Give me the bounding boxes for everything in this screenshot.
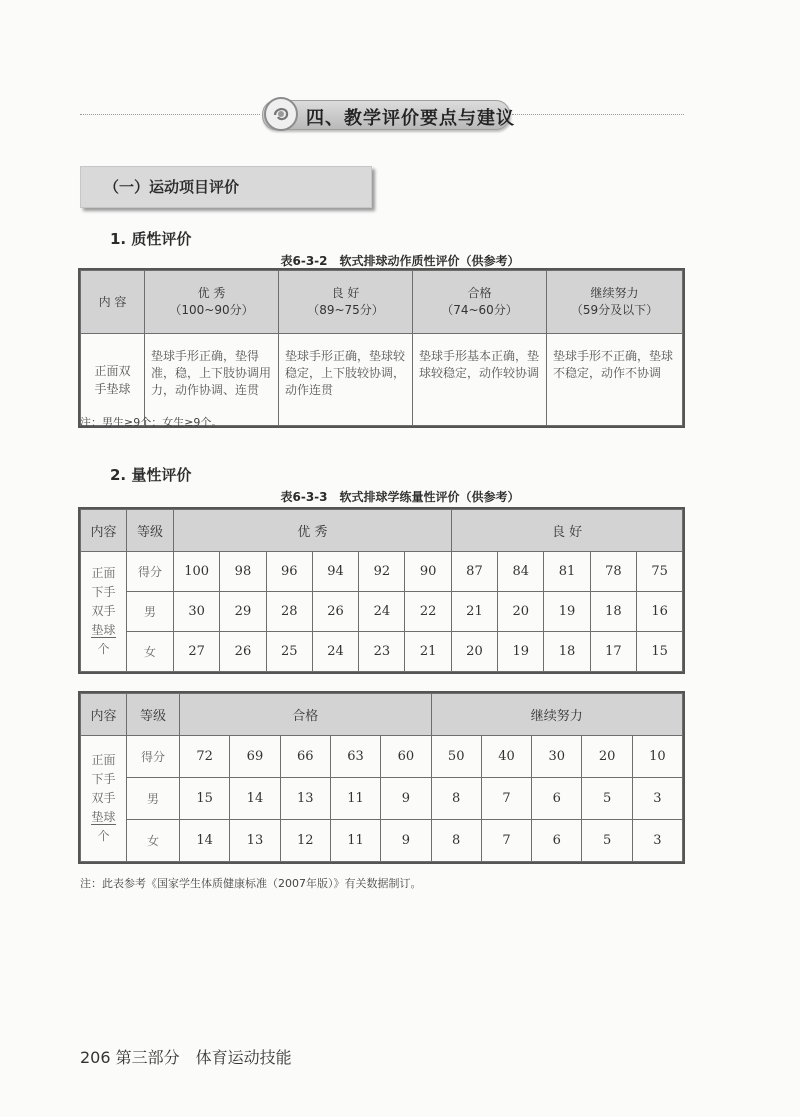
male-row <box>81 592 683 632</box>
male-cell: 29 <box>220 592 266 632</box>
row-label-text: 正面双手垫球 <box>94 363 131 396</box>
score-cell: 78 <box>590 552 636 592</box>
content-cell <box>81 736 127 862</box>
male-cell: 9 <box>381 778 431 820</box>
grade-range: （89~75分） <box>307 303 384 317</box>
row-label <box>81 334 145 426</box>
female-cell: 17 <box>590 632 636 672</box>
section-badge-icon <box>264 97 298 131</box>
table-a-header-row <box>81 510 683 552</box>
male-cell: 20 <box>498 592 544 632</box>
female-cell: 8 <box>431 820 481 862</box>
male-label: 男 <box>127 778 180 820</box>
female-cell: 15 <box>636 632 682 672</box>
score-cell: 81 <box>544 552 590 592</box>
score-cell: 90 <box>405 552 451 592</box>
male-cell: 5 <box>582 778 632 820</box>
quantitative-note: 注：此表参考《国家学生体质健康标准（2007年版）》有关数据制订。 <box>80 877 422 890</box>
content-header: 内 容 <box>81 271 145 334</box>
desc-good: 垫球手形正确，垫球较稳定，上下肢较协调，动作连贯 <box>279 334 413 426</box>
female-cell: 19 <box>498 632 544 672</box>
male-cell: 3 <box>632 778 682 820</box>
grade-name: 优 秀 <box>197 286 226 300</box>
score-cell: 98 <box>220 552 266 592</box>
group-pass-header: 合格 <box>180 694 432 736</box>
quantitative-table-a <box>80 509 683 672</box>
right-dotted-rule <box>512 114 684 115</box>
female-cell: 3 <box>632 820 682 862</box>
female-cell: 25 <box>266 632 312 672</box>
group-improve-header: 继续努力 <box>431 694 683 736</box>
content-line: 下手 <box>91 772 116 786</box>
content-line: 正面 <box>91 753 116 767</box>
female-label: 女 <box>127 632 174 672</box>
male-cell: 24 <box>359 592 405 632</box>
grade-pass-header <box>413 271 547 334</box>
male-cell: 16 <box>636 592 682 632</box>
score-cell: 100 <box>174 552 220 592</box>
score-cell: 30 <box>532 736 582 778</box>
group-good-header: 良 好 <box>451 510 683 552</box>
level-header: 等级 <box>127 510 174 552</box>
score-cell: 50 <box>431 736 481 778</box>
score-cell: 72 <box>180 736 230 778</box>
qualitative-header-row <box>81 271 683 334</box>
male-cell: 8 <box>431 778 481 820</box>
male-cell: 28 <box>266 592 312 632</box>
female-cell: 27 <box>174 632 220 672</box>
grade-name: 良 好 <box>331 286 360 300</box>
grade-name: 继续努力 <box>590 286 639 300</box>
female-cell: 12 <box>280 820 330 862</box>
grade-good-header <box>279 271 413 334</box>
desc-excellent: 垫球手形正确，垫得准，稳，上下肢协调用力，动作协调、连贯 <box>145 334 279 426</box>
level-header: 等级 <box>127 694 180 736</box>
female-cell: 26 <box>220 632 266 672</box>
female-cell: 21 <box>405 632 451 672</box>
female-label: 女 <box>127 820 180 862</box>
content-line: 个 <box>97 829 110 843</box>
left-dotted-rule <box>80 114 260 115</box>
score-cell: 40 <box>481 736 531 778</box>
content-line: 双手 <box>91 604 116 618</box>
female-row <box>81 820 683 862</box>
group-excellent-header: 优 秀 <box>174 510 452 552</box>
score-cell: 63 <box>330 736 380 778</box>
desc-improve: 垫球手形不正确，垫球不稳定，动作不协调 <box>547 334 683 426</box>
female-cell: 14 <box>180 820 230 862</box>
content-header: 内容 <box>81 510 127 552</box>
quantitative-heading: 2. 量性评价 <box>110 466 192 484</box>
male-row <box>81 778 683 820</box>
score-cell: 94 <box>312 552 358 592</box>
male-cell: 30 <box>174 592 220 632</box>
footer-text: 第三部分 体育运动技能 <box>115 1048 292 1067</box>
qualitative-note: 注：男生≥9个；女生≥9个。 <box>80 416 223 429</box>
male-cell: 26 <box>312 592 358 632</box>
score-cell: 10 <box>632 736 682 778</box>
content-line: 垫球 <box>91 623 116 637</box>
female-cell: 5 <box>582 820 632 862</box>
score-cell: 96 <box>266 552 312 592</box>
qualitative-caption: 表6-3-2 软式排球动作质性评价（供参考） <box>280 254 520 268</box>
score-cell: 66 <box>280 736 330 778</box>
quantitative-table-b <box>80 693 683 862</box>
grade-improve-header <box>547 271 683 334</box>
score-cell: 20 <box>582 736 632 778</box>
female-cell: 6 <box>532 820 582 862</box>
male-cell: 21 <box>451 592 497 632</box>
male-cell: 19 <box>544 592 590 632</box>
content-header: 内容 <box>81 694 127 736</box>
content-line: 垫球 <box>91 810 116 824</box>
male-cell: 18 <box>590 592 636 632</box>
subsection-title: （一）运动项目评价 <box>104 178 240 196</box>
female-cell: 18 <box>544 632 590 672</box>
female-cell: 13 <box>230 820 280 862</box>
female-row <box>81 632 683 672</box>
male-cell: 7 <box>481 778 531 820</box>
male-cell: 6 <box>532 778 582 820</box>
content-cell <box>81 552 127 672</box>
score-cell: 60 <box>381 736 431 778</box>
score-label: 得分 <box>127 736 180 778</box>
female-cell: 20 <box>451 632 497 672</box>
score-label: 得分 <box>127 552 174 592</box>
score-cell: 84 <box>498 552 544 592</box>
section-title: 四、教学评价要点与建议 <box>306 108 515 129</box>
male-cell: 15 <box>180 778 230 820</box>
female-cell: 7 <box>481 820 531 862</box>
male-cell: 22 <box>405 592 451 632</box>
score-cell: 75 <box>636 552 682 592</box>
score-cell: 69 <box>230 736 280 778</box>
score-cell: 87 <box>451 552 497 592</box>
female-cell: 23 <box>359 632 405 672</box>
score-cell: 92 <box>359 552 405 592</box>
table-b-header-row <box>81 694 683 736</box>
grade-excellent-header <box>145 271 279 334</box>
score-row <box>81 736 683 778</box>
qualitative-heading: 1. 质性评价 <box>110 230 192 248</box>
desc-pass: 垫球手形基本正确，垫球较稳定，动作较协调 <box>413 334 547 426</box>
page-number: 206 <box>80 1048 111 1067</box>
quantitative-caption: 表6-3-3 软式排球学练量性评价（供参考） <box>280 490 520 504</box>
grade-name: 合格 <box>467 286 492 300</box>
grade-range: （100~90分） <box>169 303 254 317</box>
female-cell: 11 <box>330 820 380 862</box>
content-line: 正面 <box>91 566 116 580</box>
grade-range: （59分及以下） <box>570 303 659 317</box>
qualitative-body-row <box>81 334 683 426</box>
content-line: 下手 <box>91 585 116 599</box>
content-line: 个 <box>97 642 110 656</box>
female-cell: 24 <box>312 632 358 672</box>
qualitative-table <box>80 270 683 426</box>
score-row <box>81 552 683 592</box>
male-cell: 14 <box>230 778 280 820</box>
content-line: 双手 <box>91 791 116 805</box>
male-label: 男 <box>127 592 174 632</box>
page-footer <box>80 1045 292 1068</box>
female-cell: 9 <box>381 820 431 862</box>
male-cell: 11 <box>330 778 380 820</box>
male-cell: 13 <box>280 778 330 820</box>
grade-range: （74~60分） <box>441 303 518 317</box>
